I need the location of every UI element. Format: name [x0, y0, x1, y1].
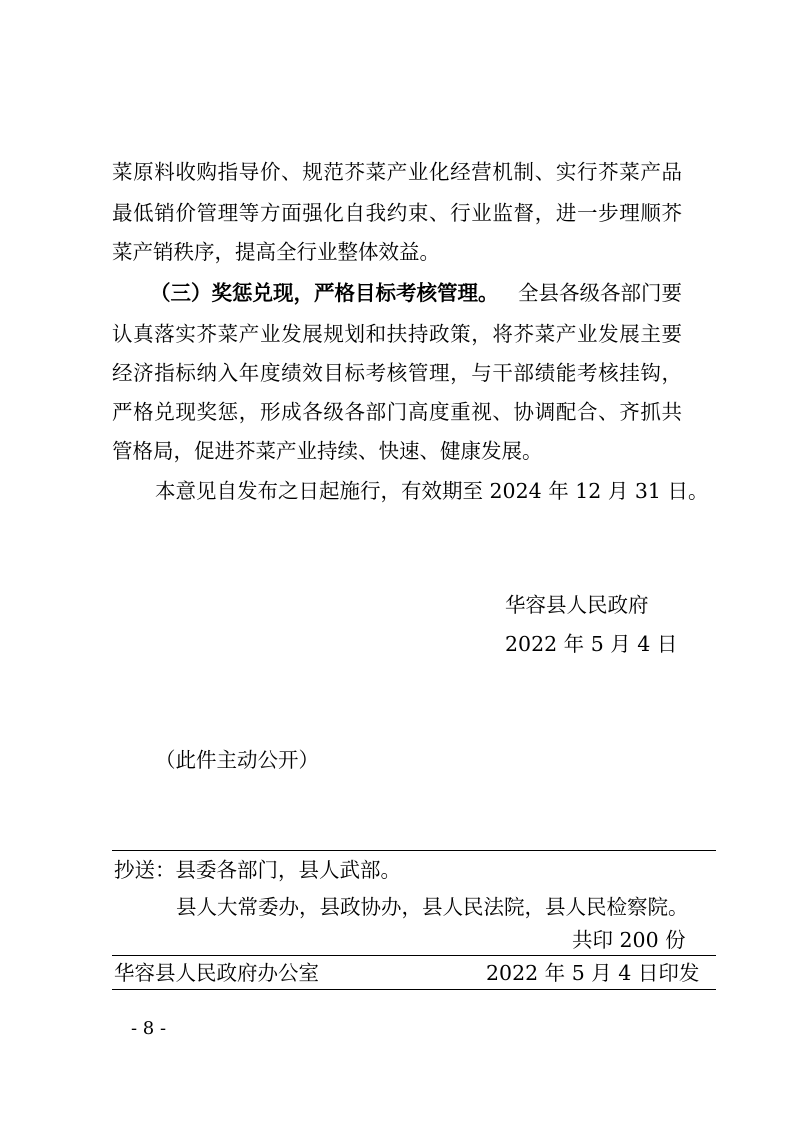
- signature-date: 2022 年 5 月 4 日: [505, 632, 678, 656]
- page-number: - 8 -: [131, 1018, 167, 1039]
- paragraph2-heading: （三）奖惩兑现，严格目标考核管理。: [150, 281, 499, 305]
- paragraph2-first-line-rest: 全县各级各部门要: [518, 281, 682, 305]
- distribution-recipients-2: 县人大常委办，县政协办，县人民法院，县人民检察院。: [176, 895, 689, 919]
- effective-statement: 本意见自发布之日起施行，有效期至 2024 年 12 月 31 日。: [155, 479, 709, 503]
- paragraph2-line-3: 经济指标纳入年度绩效目标考核管理，与干部绩能考核挂钩，: [112, 361, 682, 385]
- paragraph2-first-line: [150, 279, 682, 307]
- paragraph2-line-2: 认真落实芥菜产业发展规划和扶持政策，将芥菜产业发展主要: [112, 322, 682, 346]
- paragraph2-line-4: 严格兑现奖惩，形成各级各部门高度重视、协调配合、齐抓共: [112, 400, 682, 424]
- footer-office: 华容县人民政府办公室: [114, 961, 319, 985]
- paragraph1-line-2: 最低销价管理等方面强化自我约束、行业监督，进一步理顺芥: [112, 201, 682, 225]
- footer-issue-date: 2022 年 5 月 4 日印发: [486, 961, 700, 985]
- paragraph1-line-1: 菜原料收购指导价、规范芥菜产业化经营机制、实行芥菜产品: [112, 160, 682, 184]
- paragraph1-line-3: 菜产销秩序，提高全行业整体效益。: [112, 240, 440, 264]
- disclosure-note: （此件主动公开）: [155, 748, 319, 772]
- distribution-top-rule: [112, 850, 716, 851]
- paragraph2-line-5: 管格局，促进芥菜产业持续、快速、健康发展。: [112, 439, 543, 463]
- signature-issuer: 华容县人民政府: [505, 593, 649, 617]
- distribution-label: 抄送：: [114, 858, 176, 882]
- distribution-copies: 共印 200 份: [572, 928, 686, 952]
- footer-bottom-rule: [112, 989, 716, 990]
- distribution-recipients-1: 县委各部门，县人武部。: [175, 858, 401, 882]
- distribution-line-1: [114, 856, 401, 884]
- distribution-middle-rule: [112, 955, 716, 956]
